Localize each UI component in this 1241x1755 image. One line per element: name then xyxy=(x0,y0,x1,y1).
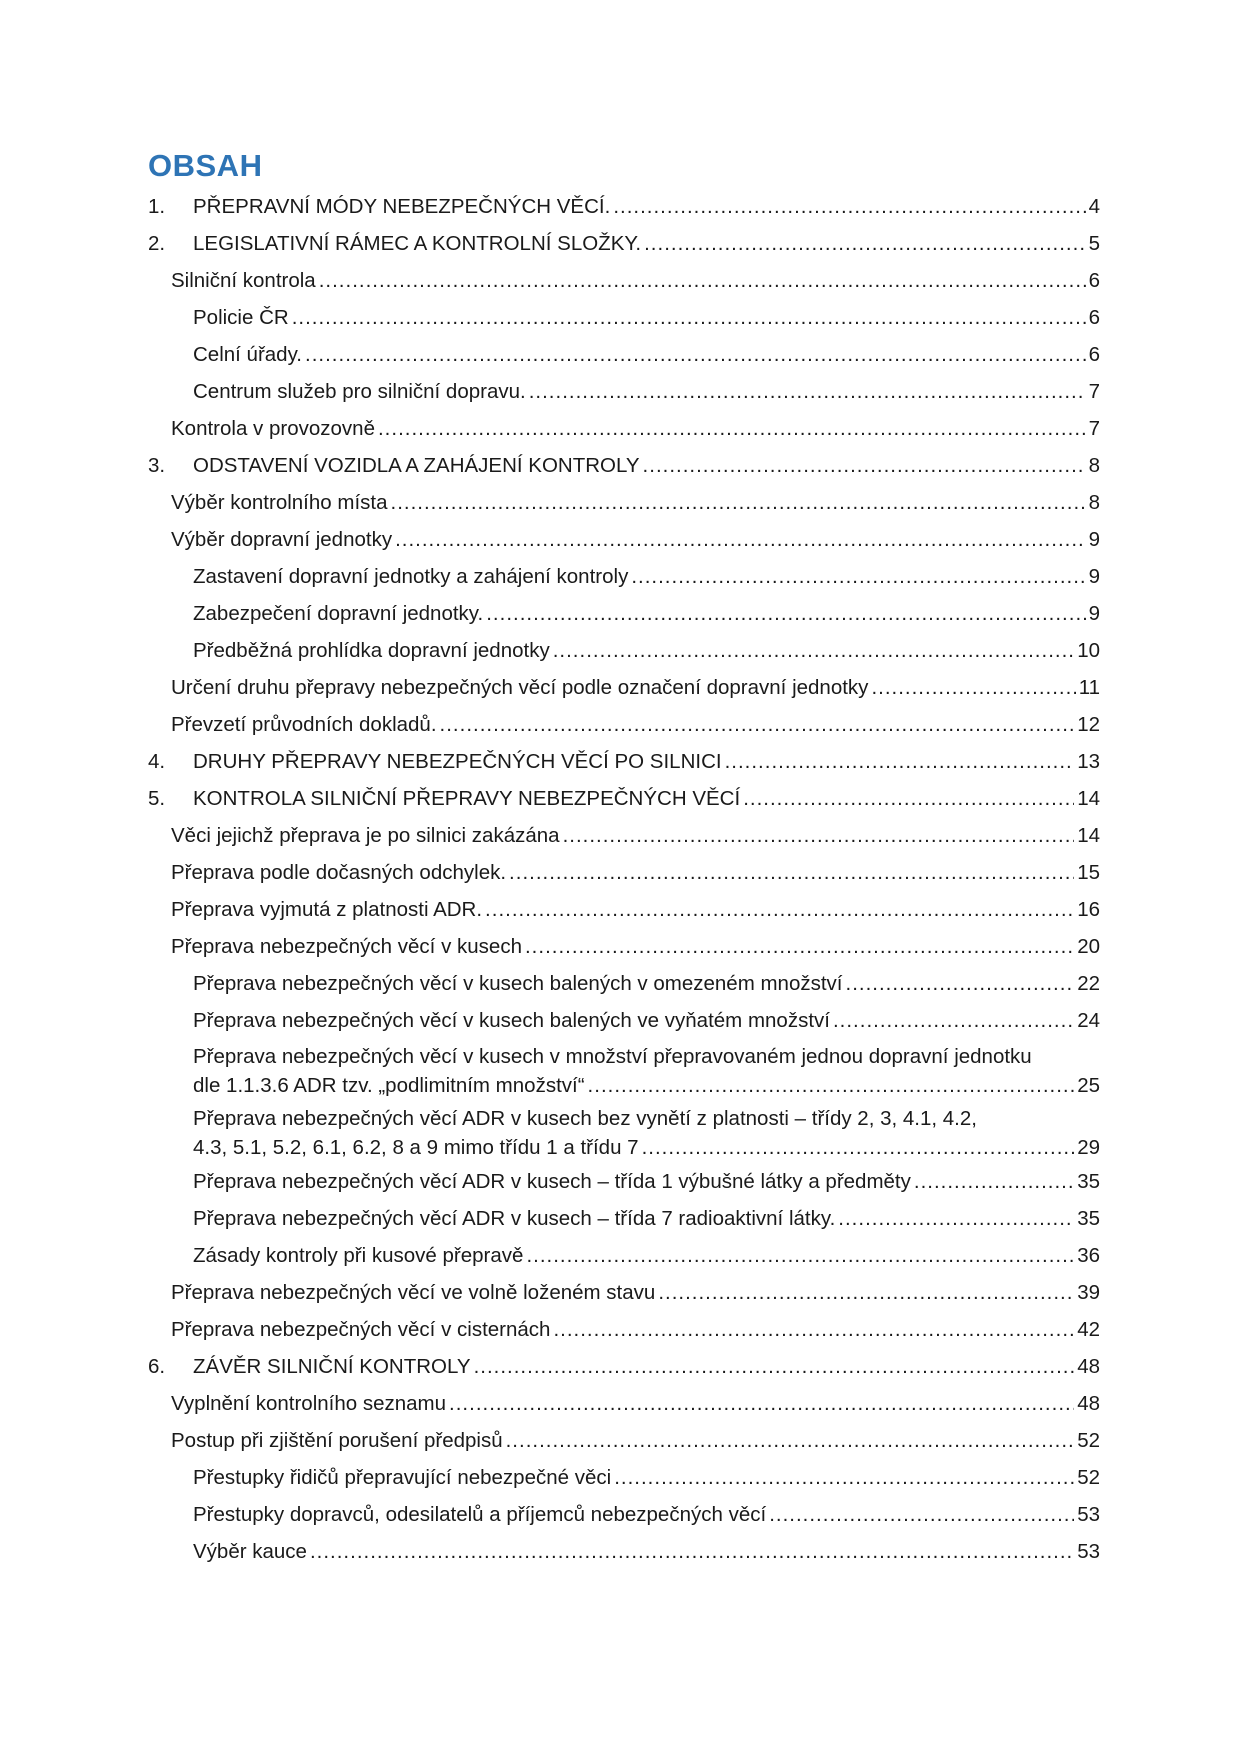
toc-leader-dots xyxy=(563,817,1075,854)
toc-entry[interactable] xyxy=(0,1237,1100,1274)
toc-title: OBSAH xyxy=(148,148,263,183)
toc-page-number: 52 xyxy=(1077,1429,1100,1452)
toc-entry[interactable] xyxy=(0,188,1100,225)
toc-entry-label: Postup při zjištění porušení předpisů xyxy=(171,1429,503,1452)
toc-entry-label: Přeprava nebezpečných věcí ve volně loženém stavu xyxy=(171,1281,656,1304)
toc-page-number: 9 xyxy=(1088,528,1100,551)
toc-entry-line2 xyxy=(193,1073,1100,1098)
toc-entry[interactable] xyxy=(0,1311,1100,1348)
toc-entry-line2 xyxy=(193,1135,1100,1160)
toc-leader-dots xyxy=(474,1348,1075,1385)
toc-entry-label: Zabezpečení dopravní jednotky. xyxy=(193,602,484,625)
toc-page-number: 48 xyxy=(1077,1392,1100,1415)
toc-leader-dots xyxy=(378,410,1086,447)
toc-page-number: 6 xyxy=(1088,343,1100,366)
toc-leader-dots xyxy=(310,1533,1074,1570)
toc-leader-dots xyxy=(769,1496,1074,1533)
toc-leader-dots xyxy=(838,1200,1074,1237)
toc-leader-dots xyxy=(914,1163,1074,1200)
toc-leader-dots xyxy=(553,1311,1074,1348)
toc-entry[interactable] xyxy=(0,780,1100,817)
toc-entry[interactable] xyxy=(0,743,1100,780)
toc-entry[interactable] xyxy=(0,965,1100,1002)
toc-leader-dots xyxy=(529,373,1086,410)
toc-leader-dots xyxy=(440,706,1075,743)
toc-page-number: 12 xyxy=(1077,713,1100,736)
toc-leader-dots xyxy=(485,891,1074,928)
toc-entry[interactable] xyxy=(0,1274,1100,1311)
toc-entry[interactable] xyxy=(0,262,1100,299)
toc-page-number: 20 xyxy=(1077,935,1100,958)
toc-entry[interactable] xyxy=(0,484,1100,521)
toc-leader-dots xyxy=(833,1002,1074,1039)
toc-page-number: 9 xyxy=(1088,565,1100,588)
toc-leader-dots xyxy=(643,447,1086,484)
toc-entry-label: Přeprava nebezpečných věcí v kusech balených v omezeném množství xyxy=(193,972,843,995)
toc-page-number: 10 xyxy=(1077,639,1100,662)
toc-entry-label: Přeprava nebezpečných věcí ADR v kusech – třída 1 výbušné látky a předměty xyxy=(193,1170,911,1193)
toc-entry[interactable] xyxy=(0,1348,1100,1385)
toc-leader-dots xyxy=(509,854,1074,891)
toc-entry-label: Centrum služeb pro silniční dopravu. xyxy=(193,380,526,403)
toc-entry-number: 3. xyxy=(148,454,166,477)
toc-entry[interactable] xyxy=(0,1459,1100,1496)
toc-entry-number: 5. xyxy=(148,787,166,810)
toc-entry-label: Přeprava nebezpečných věcí v cisternách xyxy=(171,1318,551,1341)
toc-entry-label: Policie ČR xyxy=(193,306,289,329)
toc-page-number: 6 xyxy=(1088,306,1100,329)
toc-entry-label: Přeprava nebezpečných věcí v kusech balených ve vyňatém množství xyxy=(193,1009,830,1032)
toc-leader-dots xyxy=(486,595,1085,632)
toc-page-number: 11 xyxy=(1078,676,1100,699)
toc-entry-number: 1. xyxy=(148,195,166,218)
toc-entry-label: Přestupky dopravců, odesilatelů a příjemců nebezpečných věcí xyxy=(193,1503,767,1526)
toc-entry[interactable] xyxy=(0,447,1100,484)
toc-entry-label: Přeprava podle dočasných odchylek. xyxy=(171,861,507,884)
toc-entry-label: Vyplnění kontrolního seznamu xyxy=(171,1392,447,1415)
toc-page-number: 8 xyxy=(1088,454,1100,477)
toc-entry-label: Kontrola v provozovně xyxy=(171,417,375,440)
toc-leader-dots xyxy=(391,484,1086,521)
toc-leader-dots xyxy=(525,928,1074,965)
toc-entry-label: PŘEPRAVNÍ MÓDY NEBEZPEČNÝCH VĚCÍ. xyxy=(193,195,611,218)
toc-entry[interactable] xyxy=(0,336,1100,373)
toc-leader-dots xyxy=(526,1237,1074,1274)
toc-entry-number: 2. xyxy=(148,232,166,255)
toc-leader-dots xyxy=(588,1073,1075,1098)
toc-entry-label: Přeprava nebezpečných věcí ADR v kusech – třída 7 radioaktivní látky. xyxy=(193,1207,836,1230)
toc-page-number: 48 xyxy=(1077,1355,1100,1378)
toc-leader-dots xyxy=(846,965,1075,1002)
toc-entry-label: Výběr dopravní jednotky xyxy=(171,528,393,551)
toc-page-number: 16 xyxy=(1077,898,1100,921)
toc-entry[interactable] xyxy=(0,817,1100,854)
toc-entry-label: Výběr kauce xyxy=(193,1540,307,1563)
toc-entry-label: Celní úřady. xyxy=(193,343,303,366)
toc-entry[interactable] xyxy=(0,669,1100,706)
toc-entry[interactable] xyxy=(0,558,1100,595)
toc-page-number: 42 xyxy=(1077,1318,1100,1341)
toc-page-number: 8 xyxy=(1088,491,1100,514)
toc-page-number: 15 xyxy=(1077,861,1100,884)
toc-entry[interactable] xyxy=(0,373,1100,410)
toc-entry-label: ZÁVĚR SILNIČNÍ KONTROLY xyxy=(193,1355,471,1378)
toc-entry[interactable] xyxy=(0,928,1100,965)
toc-leader-dots xyxy=(305,336,1086,373)
toc-page-number: 9 xyxy=(1088,602,1100,625)
toc-leader-dots xyxy=(725,743,1075,780)
toc-leader-dots xyxy=(613,188,1085,225)
toc-entry[interactable] xyxy=(0,1101,1100,1163)
toc-entry[interactable] xyxy=(0,706,1100,743)
toc-page-number: 22 xyxy=(1077,972,1100,995)
toc-page-number: 53 xyxy=(1077,1540,1100,1563)
toc-page-number: 29 xyxy=(1077,1135,1100,1159)
toc-entry-number: 4. xyxy=(148,750,166,773)
toc-entry-label: Předběžná prohlídka dopravní jednotky xyxy=(193,639,550,662)
toc-entry[interactable] xyxy=(0,854,1100,891)
toc-leader-dots xyxy=(614,1459,1074,1496)
toc-entry-number: 6. xyxy=(148,1355,166,1378)
toc-entry-label: Přeprava nebezpečných věcí v kusech v množství přepravovaném jednou dopravní jednotku xyxy=(193,1045,1032,1068)
toc-entry-label-continued: dle 1.1.3.6 ADR tzv. „podlimitním množství“ xyxy=(193,1073,585,1097)
toc-entry[interactable] xyxy=(0,1533,1100,1570)
toc-page-number: 5 xyxy=(1088,232,1100,255)
toc-entry-label: Přeprava nebezpečných věcí ADR v kusech bez vynětí z platnosti – třídy 2, 3, 4.1, 4.2, xyxy=(193,1107,977,1130)
toc-page-number: 7 xyxy=(1088,380,1100,403)
toc-page-number: 52 xyxy=(1077,1466,1100,1489)
toc-leader-dots xyxy=(631,558,1085,595)
toc-page-number: 35 xyxy=(1077,1170,1100,1193)
toc-entry-label: Přestupky řidičů přepravující nebezpečné věci xyxy=(193,1466,612,1489)
toc-entry[interactable] xyxy=(0,1422,1100,1459)
toc-entry[interactable] xyxy=(0,410,1100,447)
toc-entry-label: KONTROLA SILNIČNÍ PŘEPRAVY NEBEZPEČNÝCH VĚCÍ xyxy=(193,787,741,810)
toc-entry-label: Zásady kontroly při kusové přepravě xyxy=(193,1244,524,1267)
toc-leader-dots xyxy=(871,669,1075,706)
toc-leader-dots xyxy=(644,225,1085,262)
toc-entry[interactable] xyxy=(0,299,1100,336)
toc-entry-label: Věci jejichž přeprava je po silnici zakázána xyxy=(171,824,560,847)
toc-entry-label: Převzetí průvodních dokladů. xyxy=(171,713,437,736)
toc-entry[interactable] xyxy=(0,632,1100,669)
toc-entry[interactable] xyxy=(0,1039,1100,1101)
toc-page-number: 24 xyxy=(1077,1009,1100,1032)
toc-entry-label: LEGISLATIVNÍ RÁMEC A KONTROLNÍ SLOŽKY. xyxy=(193,232,642,255)
toc-entry[interactable] xyxy=(0,595,1100,632)
toc-leader-dots xyxy=(506,1422,1075,1459)
toc-entry-label: ODSTAVENÍ VOZIDLA A ZAHÁJENÍ KONTROLY xyxy=(193,454,640,477)
toc-list xyxy=(0,188,1241,1570)
toc-entry[interactable] xyxy=(0,1002,1100,1039)
toc-page-number: 14 xyxy=(1077,787,1100,810)
toc-leader-dots xyxy=(553,632,1074,669)
toc-entry[interactable] xyxy=(0,1385,1100,1422)
toc-entry[interactable] xyxy=(0,1496,1100,1533)
toc-entry[interactable] xyxy=(0,521,1100,558)
toc-leader-dots xyxy=(658,1274,1074,1311)
toc-entry-label: Silniční kontrola xyxy=(171,269,316,292)
toc-leader-dots xyxy=(642,1135,1075,1160)
toc-page-number: 4 xyxy=(1088,195,1100,218)
toc-page-number: 39 xyxy=(1077,1281,1100,1304)
toc-entry[interactable] xyxy=(0,891,1100,928)
toc-entry[interactable] xyxy=(0,1200,1100,1237)
toc-page-number: 6 xyxy=(1088,269,1100,292)
toc-entry-label: Určení druhu přepravy nebezpečných věcí podle označení dopravní jednotky xyxy=(171,676,869,699)
toc-leader-dots xyxy=(319,262,1086,299)
toc-entry-label: Zastavení dopravní jednotky a zahájení kontroly xyxy=(193,565,629,588)
toc-leader-dots xyxy=(395,521,1086,558)
toc-leader-dots xyxy=(292,299,1086,336)
toc-page-number: 14 xyxy=(1077,824,1100,847)
toc-page-number: 7 xyxy=(1088,417,1100,440)
toc-leader-dots xyxy=(743,780,1074,817)
toc-page-number: 13 xyxy=(1077,750,1100,773)
toc-entry-label: DRUHY PŘEPRAVY NEBEZPEČNÝCH VĚCÍ PO SILNICI xyxy=(193,750,722,773)
toc-entry[interactable] xyxy=(0,225,1100,262)
toc-page-number: 36 xyxy=(1077,1244,1100,1267)
toc-leader-dots xyxy=(449,1385,1074,1422)
toc-entry-label: Přeprava vyjmutá z platnosti ADR. xyxy=(171,898,483,921)
toc-page-number: 53 xyxy=(1077,1503,1100,1526)
toc-page-number: 25 xyxy=(1077,1073,1100,1097)
toc-entry-label: Přeprava nebezpečných věcí v kusech xyxy=(171,935,522,958)
toc-entry-label: Výběr kontrolního místa xyxy=(171,491,388,514)
toc-page-number: 35 xyxy=(1077,1207,1100,1230)
toc-entry[interactable] xyxy=(0,1163,1100,1200)
toc-entry-label-continued: 4.3, 5.1, 5.2, 6.1, 6.2, 8 a 9 mimo třídu 1 a třídu 7 xyxy=(193,1135,639,1159)
